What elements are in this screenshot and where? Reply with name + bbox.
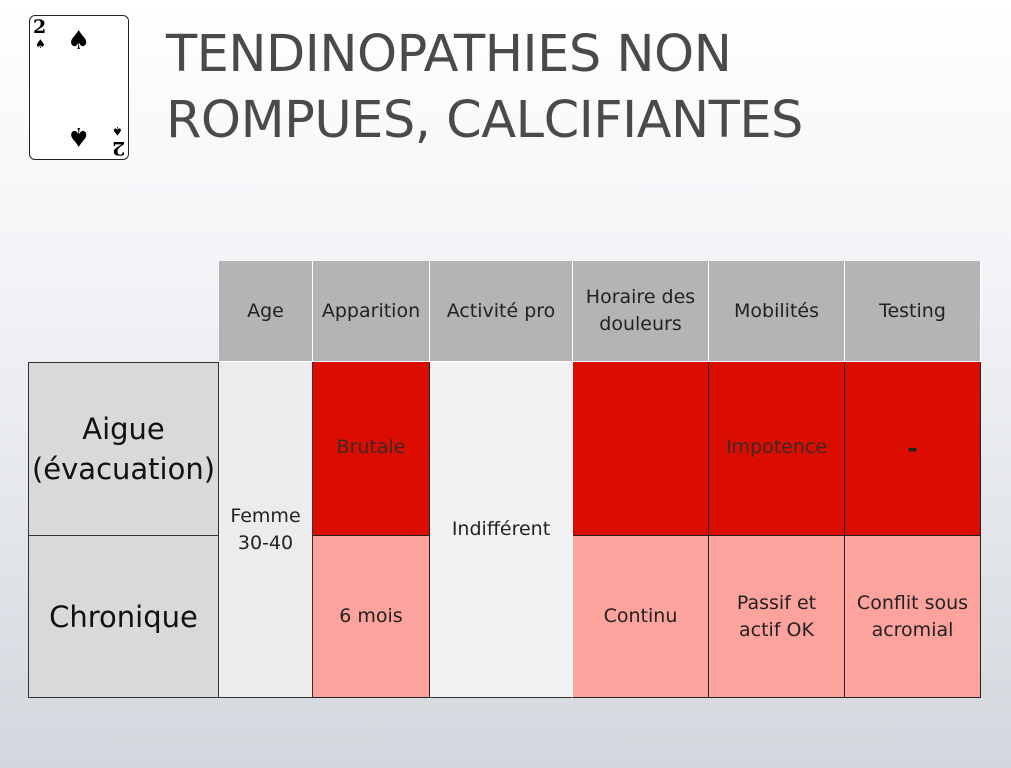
card-rank-bottom: 2 xyxy=(111,137,125,159)
cell-activite-text: Indifférent xyxy=(451,518,551,540)
row-header-aigue: Aigue (évacuation) xyxy=(28,362,219,536)
column-header-horaire: Horaire des douleurs xyxy=(573,261,709,362)
spade-icon: ♠ xyxy=(112,124,123,138)
card-rank-top: 2 xyxy=(33,16,47,38)
cell-chronique-testing: Conflit sous acromial xyxy=(845,536,981,698)
cell-aigue-horaire xyxy=(573,362,709,536)
spade-icon: ♠ xyxy=(35,37,46,51)
cell-age: Femme 30-40 xyxy=(219,362,313,698)
cell-chronique-apparition: 6 mois xyxy=(313,536,430,698)
cell-chronique-horaire: Continu xyxy=(573,536,709,698)
column-header-mobilites: Mobilités xyxy=(709,261,845,362)
slide-title: TENDINOPATHIES NON ROMPUES, CALCIFIANTES xyxy=(166,25,803,150)
cell-chronique-mobilites: Passif et actif OK xyxy=(709,536,845,698)
row-header-chronique: Chronique xyxy=(28,535,219,698)
spade-icon: ♠ xyxy=(67,26,91,56)
cell-activite xyxy=(430,362,573,698)
column-header-activite: Activité pro xyxy=(430,261,573,362)
spade-icon: ♠ xyxy=(67,121,91,151)
column-header-age: Age xyxy=(219,261,313,362)
cell-aigue-testing: - xyxy=(845,362,981,536)
cell-aigue-mobilites: Impotence xyxy=(709,362,845,536)
column-header-testing: Testing xyxy=(845,261,981,362)
playing-card xyxy=(29,15,129,160)
cell-aigue-apparition: Brutale xyxy=(313,362,430,536)
column-header-apparition: Apparition xyxy=(313,261,430,362)
